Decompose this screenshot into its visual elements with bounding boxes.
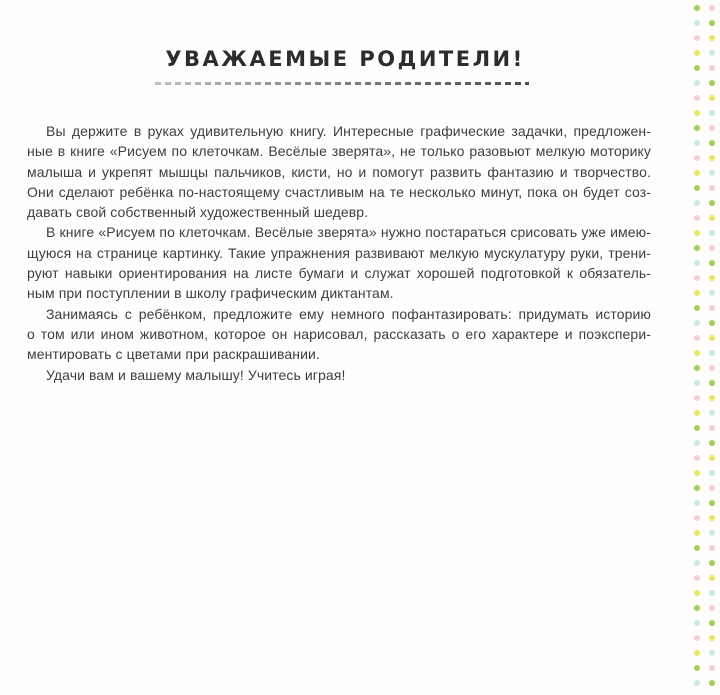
color-dot <box>694 680 700 686</box>
color-dot <box>709 380 715 386</box>
color-dot <box>709 350 715 356</box>
color-dot <box>709 560 715 566</box>
color-dot <box>694 290 700 296</box>
color-dot <box>694 380 700 386</box>
paragraph-line: ным при поступлении в школу графическим диктантам. <box>27 285 394 302</box>
color-dot <box>709 215 715 221</box>
color-dot <box>694 245 700 251</box>
color-dot <box>709 125 715 131</box>
color-dot <box>694 65 700 71</box>
color-dot <box>694 275 700 281</box>
color-dot <box>694 350 700 356</box>
color-dot <box>694 110 700 116</box>
color-dot <box>709 635 715 641</box>
color-dot <box>709 290 715 296</box>
color-dot <box>709 470 715 476</box>
color-dot <box>709 95 715 101</box>
color-dot <box>694 260 700 266</box>
color-dot <box>709 140 715 146</box>
color-dot <box>694 545 700 551</box>
color-dot <box>694 215 700 221</box>
color-dot <box>694 665 700 671</box>
color-dot <box>694 485 700 491</box>
color-dot <box>709 680 715 686</box>
color-dot <box>694 410 700 416</box>
color-dot <box>709 650 715 656</box>
color-dot <box>709 515 715 521</box>
color-dot <box>709 440 715 446</box>
color-dot <box>694 620 700 626</box>
color-dot <box>694 455 700 461</box>
paragraph-line: Занимаясь с ребёнком, предложите ему немного пофантазировать: придумать историю <box>46 305 651 322</box>
color-dot <box>709 50 715 56</box>
paragraph-line: щуюся на странице картинку. Такие упражнения развивают мелкую мускулатуру руки, трени- <box>27 244 651 261</box>
color-dot <box>709 545 715 551</box>
color-dot <box>709 500 715 506</box>
color-dot <box>694 95 700 101</box>
color-dot <box>694 500 700 506</box>
color-dot <box>709 245 715 251</box>
color-dot <box>694 200 700 206</box>
color-dot <box>694 530 700 536</box>
color-dot <box>709 155 715 161</box>
color-dot <box>709 200 715 206</box>
text-block <box>27 121 651 385</box>
color-dot <box>709 20 715 26</box>
title-separator <box>155 82 529 85</box>
color-dot <box>709 5 715 11</box>
color-dot <box>694 5 700 11</box>
color-dot <box>709 110 715 116</box>
color-dot <box>694 125 700 131</box>
color-dot <box>694 80 700 86</box>
color-dot <box>709 185 715 191</box>
paragraph-line: Вы держите в руках удивительную книгу. Интересные графические задачки, предложен- <box>46 123 651 139</box>
color-dot <box>694 425 700 431</box>
color-dot <box>694 170 700 176</box>
color-dot <box>709 395 715 401</box>
color-dot <box>694 560 700 566</box>
color-dot <box>694 50 700 56</box>
color-dot <box>709 530 715 536</box>
color-dot <box>694 305 700 311</box>
color-dot <box>709 410 715 416</box>
color-dot <box>694 140 700 146</box>
color-dot <box>694 635 700 641</box>
color-dot <box>709 65 715 71</box>
paragraph-line: В книге «Рисуем по клеточкам. Весёлые зверята» нужно постараться срисовать уже имею- <box>46 224 651 241</box>
color-dot <box>709 335 715 341</box>
color-dot <box>709 305 715 311</box>
color-dot <box>694 320 700 326</box>
color-dot <box>709 665 715 671</box>
color-dot <box>709 230 715 236</box>
color-dot <box>694 470 700 476</box>
color-dot <box>709 485 715 491</box>
color-dot <box>694 185 700 191</box>
color-dot <box>709 455 715 461</box>
paragraph-line: о том или ином животном, которое он нарисовал, рассказать о его характере и поэкспери- <box>27 325 651 342</box>
color-dot <box>694 365 700 371</box>
paragraph-line: давать свой собственный художественный шедевр. <box>27 204 369 221</box>
paragraph-line: малыша и укрепят мышцы пальчиков, кисти, но и помогут развить фантазию и творчество. <box>27 163 651 180</box>
paragraph-line: Они сделают ребёнка по-настоящему счастливым на те несколько минут, пока он будет соз- <box>27 183 651 200</box>
color-dot <box>709 170 715 176</box>
paragraph-line: ментировать с цветами при раскрашивании. <box>27 346 320 363</box>
color-dot <box>694 230 700 236</box>
color-dot <box>694 590 700 596</box>
color-dot <box>694 35 700 41</box>
color-dot <box>694 20 700 26</box>
color-dot <box>694 440 700 446</box>
paragraph-line: руют навыки ориентирования на листе бумаги и служат хорошей подготовкой к обязатель- <box>27 265 651 282</box>
color-dot <box>694 575 700 581</box>
color-dot <box>694 605 700 611</box>
color-dot <box>694 335 700 341</box>
color-dot <box>709 320 715 326</box>
color-dot <box>709 35 715 41</box>
color-dot <box>709 605 715 611</box>
color-dot <box>709 425 715 431</box>
paragraph-line: ные в книге «Рисуем по клеточкам. Весёлые зверята», не только разовьют мелкую моторику <box>27 143 651 160</box>
color-dot <box>709 365 715 371</box>
color-dot <box>709 260 715 266</box>
page-title: УВАЖАЕМЫЕ РОДИТЕЛИ! <box>165 47 525 72</box>
color-dot <box>709 575 715 581</box>
color-dot <box>709 620 715 626</box>
color-dot <box>694 515 700 521</box>
color-dot <box>709 590 715 596</box>
color-dot <box>709 80 715 86</box>
color-dot <box>694 395 700 401</box>
color-dot <box>694 155 700 161</box>
color-dot <box>709 275 715 281</box>
paragraph-line: Удачи вам и вашему малышу! Учитесь играя! <box>46 366 346 383</box>
color-dot <box>694 650 700 656</box>
